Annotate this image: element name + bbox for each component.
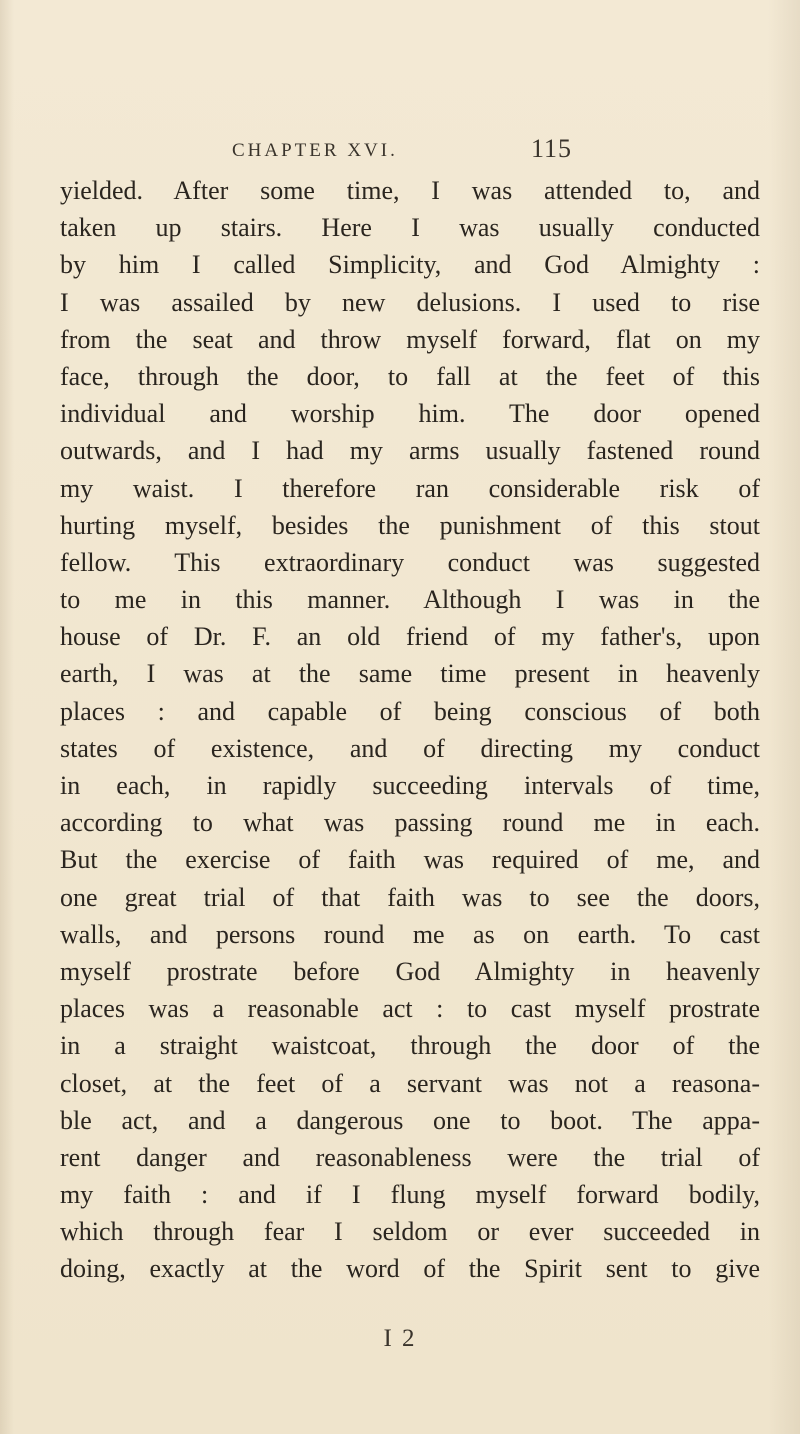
text-line: myself prostrate before God Almighty in heavenly [60, 956, 760, 986]
text-line: But the exercise of faith was required of me, and [60, 845, 760, 875]
text-line: places : and capable of being conscious of both [60, 696, 760, 726]
text-line: ble act, and a dangerous one to boot. The appa- [60, 1105, 760, 1135]
text-line: I was assailed by new delusions. I used to rise [60, 287, 760, 317]
text-line: hurting myself, besides the punishment of this stout [60, 510, 760, 540]
text-line: face, through the door, to fall at the feet of this [60, 361, 760, 391]
text-line: one great trial of that faith was to see the doors, [60, 882, 760, 912]
chapter-title: CHAPTER XVI. [232, 140, 398, 161]
text-line: taken up stairs. Here I was usually conducted [60, 213, 760, 243]
text-line: places was a reasonable act : to cast myself prostrate [60, 994, 760, 1024]
text-line: outwards, and I had my arms usually fastened round [60, 436, 760, 466]
text-line: earth, I was at the same time present in heavenly [60, 659, 760, 689]
text-line: house of Dr. F. an old friend of my father's, upon [60, 622, 760, 652]
text-line: my waist. I therefore ran considerable risk of [60, 473, 760, 503]
text-line: individual and worship him. The door opened [60, 399, 760, 429]
page-number: 115 [530, 134, 572, 163]
text-line: in each, in rapidly succeeding intervals of time, [60, 771, 760, 800]
text-line: from the seat and throw myself forward, flat on my [60, 324, 760, 354]
text-line: states of existence, and of directing my conduct [60, 733, 760, 763]
text-line: by him I called Simplicity, and God Almighty : [60, 250, 760, 280]
running-head [232, 134, 572, 170]
gutter-shadow [0, 0, 14, 1434]
body-text [60, 172, 760, 1288]
text-line: fellow. This extraordinary conduct was suggested [60, 547, 760, 577]
text-line: closet, at the feet of a servant was not a reasona- [60, 1068, 760, 1098]
text-line: doing, exactly at the word of the Spirit sent to give [60, 1254, 760, 1284]
text-line: according to what was passing round me in each. [60, 808, 760, 838]
text-line: in a straight waistcoat, through the door of the [60, 1031, 760, 1061]
text-line: rent danger and reasonableness were the trial of [60, 1142, 760, 1172]
signature-mark: I 2 [383, 1325, 417, 1352]
text-line: yielded. After some time, I was attended to, and [60, 176, 760, 205]
text-line: which through fear I seldom or ever succeeded in [60, 1217, 760, 1247]
text-line: my faith : and if I flung myself forward bodily, [60, 1180, 760, 1210]
text-line: to me in this manner. Although I was in the [60, 585, 760, 615]
text-line: walls, and persons round me as on earth. To cast [60, 919, 760, 949]
